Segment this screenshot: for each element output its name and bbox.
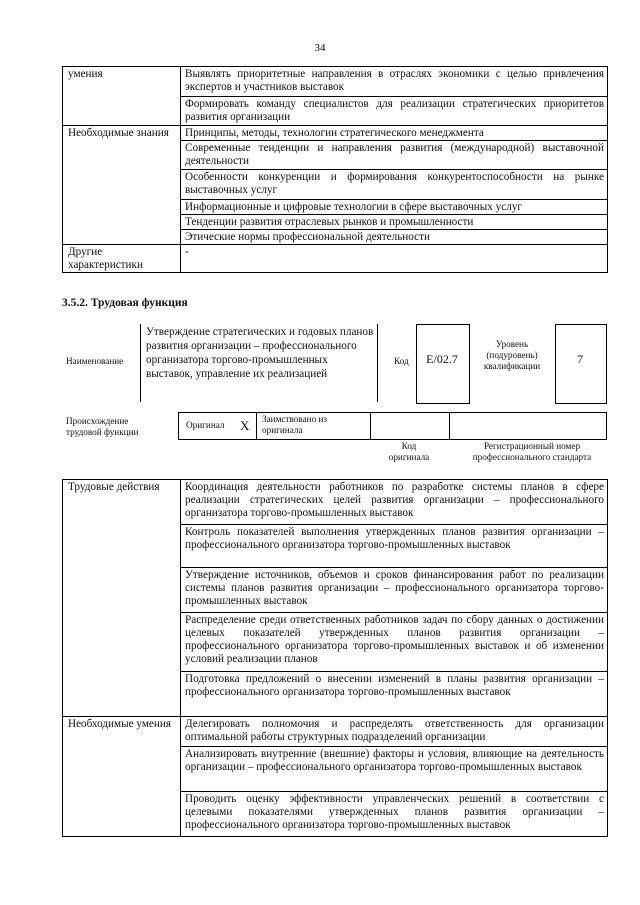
table-cell: Делегировать полномочия и распределять ответственность для организации оптимальной работы структурных подразделений организации bbox=[181, 717, 608, 747]
top-skills-table bbox=[62, 66, 608, 273]
page-number: 34 bbox=[314, 42, 326, 54]
table-cell: Этические нормы профессиональной деятельности bbox=[181, 230, 608, 245]
table-cell: Координация деятельности работников по разработке системы планов в сфере реализации стратегических целей развития организации – профессионального организатора торгово-промышленных выставок bbox=[181, 480, 608, 525]
table-cell: Распределение среди ответственных работников задач по сбору данных о достижении целевых показателей утвержденных планов развития организации – профессионального организатора торгово-промышленных выставок и об изменении условий реализации планов bbox=[181, 613, 608, 672]
table-cell: Особенности конкуренции и формирования конкурентоспособности на рынке выставочных услуг bbox=[181, 170, 608, 200]
code-caption: Код оригинала bbox=[388, 441, 430, 462]
table-cell: Тенденции развития отраслевых рынков и промышленности bbox=[181, 215, 608, 230]
table-cell: - bbox=[181, 245, 608, 273]
table-cell: Подготовка предложений о внесении изменений в планы развития организации – профессионального организатора торгово-промышленных выставок bbox=[181, 672, 608, 717]
original-mark: X bbox=[240, 418, 250, 433]
row-label-deystviya: Трудовые действия bbox=[63, 480, 181, 717]
level-label: Уровень (подуровень) квалификации bbox=[483, 339, 541, 371]
original-label: Оригинал bbox=[186, 420, 225, 430]
borrowed-label: Заимствовано из оригинала bbox=[262, 414, 328, 435]
table-cell: Принципы, методы, технологии стратегического менеджмента bbox=[181, 126, 608, 141]
section-title: 3.5.2. Трудовая функция bbox=[62, 297, 188, 309]
reg-caption: Регистрационный номер профессионального стандарта bbox=[472, 441, 592, 462]
main-function-table bbox=[62, 479, 608, 837]
level-value: 7 bbox=[577, 352, 583, 366]
row-label-drugie: Другие характеристики bbox=[63, 245, 181, 273]
row-label-umeniya: умения bbox=[63, 67, 181, 126]
function-name: Утверждение стратегических и годовых планов развития организации – профессионального организатора торгово-промышленных выставок, управление их реализацией bbox=[146, 326, 374, 380]
row-label-znaniya: Необходимые знания bbox=[63, 126, 181, 245]
code-value: E/02.7 bbox=[426, 352, 458, 366]
code-label: Код bbox=[394, 356, 409, 366]
table-cell: Информационные и цифровые технологии в сфере выставочных услуг bbox=[181, 200, 608, 215]
table-cell: Формировать команду специалистов для реализации стратегических приоритетов развития организации bbox=[181, 97, 608, 126]
table-cell: Современные тенденции и направления развития (международной) выставочной деятельности bbox=[181, 141, 608, 170]
name-label: Наименование bbox=[66, 356, 124, 366]
table-cell: Выявлять приоритетные направления в отраслях экономики с целью привлечения экспертов и участников выставок bbox=[181, 67, 608, 97]
table-cell: Утверждение источников, объемов и сроков финансирования работ по реализации системы планов развития организации – профессионального организатора торгово-промышленных выставок bbox=[181, 568, 608, 613]
row-label-umeniya-2: Необходимые умения bbox=[63, 717, 181, 837]
origin-label: Происхождение трудовой функции bbox=[66, 416, 139, 437]
table-cell: Анализировать внутренние (внешние) факторы и условия, влияющие на деятельность организации – профессионального организатора торгово-промышленных выставок bbox=[181, 747, 608, 792]
table-cell: Контроль показателей выполнения утвержденных планов развития организации – профессионального организатора торгово-промышленных выставок bbox=[181, 525, 608, 568]
table-cell: Проводить оценку эффективности управленческих решений в соответствии с целевыми показателями утвержденных планов развития организации – профессионального организатора торгово-промышленных выставок bbox=[181, 792, 608, 837]
